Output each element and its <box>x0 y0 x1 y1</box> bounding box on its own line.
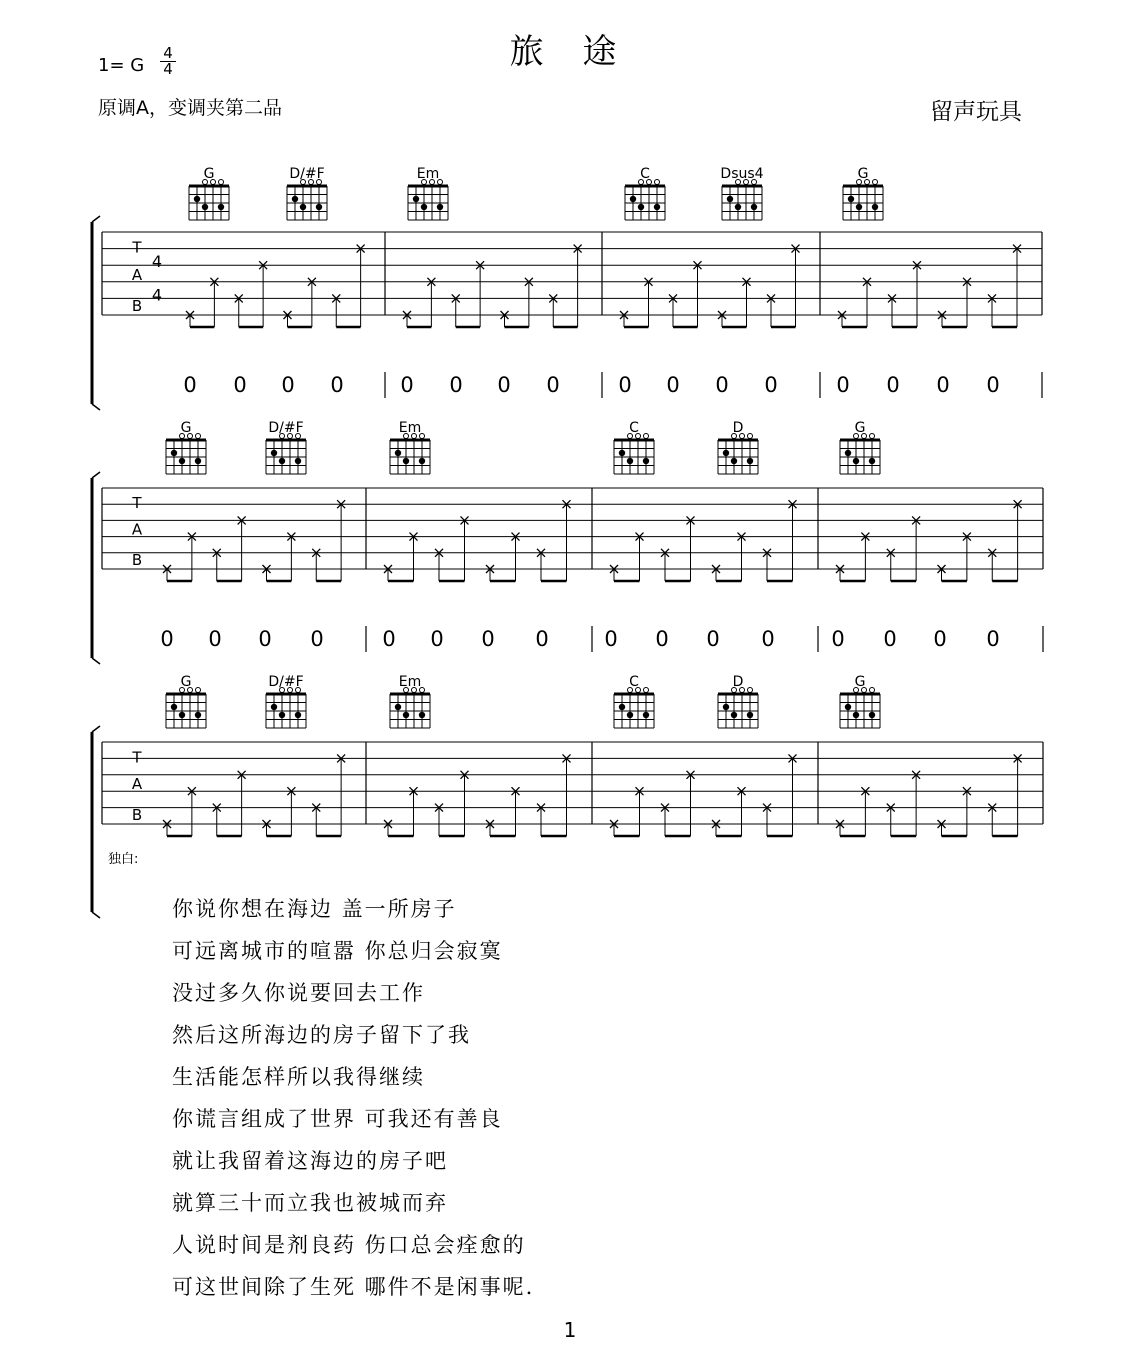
chord-name: G <box>180 674 192 690</box>
finger-dot <box>735 204 741 210</box>
numbered-note: 0 <box>497 373 511 397</box>
numbered-note: 0 <box>761 627 775 651</box>
lyric-line: 人说时间是剂良药 伤口总会痊愈的 <box>172 1233 526 1257</box>
numbered-note: 0 <box>208 627 222 651</box>
chord-name: D/#F <box>289 166 325 182</box>
finger-dot <box>747 712 753 718</box>
chord-name: C <box>629 674 639 690</box>
finger-dot <box>195 458 201 464</box>
system-bracket <box>92 658 100 664</box>
chord-name: Em <box>398 674 422 690</box>
numbered-note: 0 <box>933 627 947 651</box>
numbered-note: 0 <box>535 627 549 651</box>
finger-dot <box>279 712 285 718</box>
finger-dot <box>194 196 200 202</box>
tab-time-signature: 4 <box>151 252 163 272</box>
numbered-note: 0 <box>400 373 414 397</box>
open-string-marker <box>219 180 224 185</box>
numbered-note: 0 <box>258 627 272 651</box>
finger-dot <box>395 704 401 710</box>
numbered-note: 0 <box>546 373 560 397</box>
system-bracket <box>92 472 100 478</box>
finger-dot <box>619 704 625 710</box>
open-string-marker <box>644 434 649 439</box>
open-string-marker <box>420 688 425 693</box>
finger-dot <box>856 204 862 210</box>
open-string-marker <box>196 434 201 439</box>
finger-dot <box>295 458 301 464</box>
numbered-note: 0 <box>986 373 1000 397</box>
chord-name: Dsus4 <box>720 166 764 182</box>
numbered-note: 0 <box>883 627 897 651</box>
finger-dot <box>869 458 875 464</box>
system-bracket <box>92 912 100 918</box>
tab-letter: T <box>132 748 142 767</box>
chord-name: G <box>854 674 866 690</box>
chord-name: G <box>180 420 192 436</box>
open-string-marker <box>870 688 875 693</box>
finger-dot <box>643 458 649 464</box>
finger-dot <box>195 712 201 718</box>
numbered-note: 0 <box>382 627 396 651</box>
finger-dot <box>419 712 425 718</box>
finger-dot <box>654 204 660 210</box>
finger-dot <box>723 704 729 710</box>
finger-dot <box>295 712 301 718</box>
finger-dot <box>279 458 285 464</box>
time-signature-bottom: 4 <box>163 60 173 78</box>
chord-name: Em <box>398 420 422 436</box>
open-string-marker <box>748 688 753 693</box>
numbered-note: 0 <box>936 373 950 397</box>
artist-name: 留声玩具 <box>930 99 1022 125</box>
numbered-note: 0 <box>330 373 344 397</box>
chord-name: G <box>857 166 869 182</box>
chord-name: D/#F <box>268 674 304 690</box>
finger-dot <box>403 458 409 464</box>
finger-dot <box>171 704 177 710</box>
open-string-marker <box>196 688 201 693</box>
lyric-line: 没过多久你说要回去工作 <box>172 981 425 1005</box>
tab-letter: A <box>131 775 143 794</box>
finger-dot <box>853 712 859 718</box>
tab-letter: T <box>132 238 142 257</box>
finger-dot <box>419 458 425 464</box>
lyric-line: 就让我留着这海边的房子吧 <box>172 1149 448 1173</box>
chord-name: D <box>732 674 744 690</box>
tab-letter: B <box>131 551 143 569</box>
numbered-note: 0 <box>618 373 632 397</box>
finger-dot <box>731 712 737 718</box>
finger-dot <box>300 204 306 210</box>
page-title: 旅 途 <box>509 32 631 72</box>
chord-name: C <box>640 166 650 182</box>
finger-dot <box>845 704 851 710</box>
finger-dot <box>179 458 185 464</box>
tab-letter: T <box>132 494 142 513</box>
numbered-note: 0 <box>666 373 680 397</box>
finger-dot <box>723 450 729 456</box>
numbered-note: 0 <box>449 373 463 397</box>
lyric-line: 然后这所海边的房子留下了我 <box>172 1023 471 1047</box>
numbered-note: 0 <box>836 373 850 397</box>
finger-dot <box>643 712 649 718</box>
finger-dot <box>171 450 177 456</box>
numbered-note: 0 <box>604 627 618 651</box>
finger-dot <box>747 458 753 464</box>
tab-letter: B <box>131 297 143 315</box>
finger-dot <box>630 196 636 202</box>
tab-letter: B <box>131 806 143 824</box>
finger-dot <box>437 204 443 210</box>
numbered-note: 0 <box>764 373 778 397</box>
finger-dot <box>638 204 644 210</box>
lyrics-block <box>172 892 534 1312</box>
system-bracket <box>92 216 100 222</box>
capo-note: 原调A，变调夹第二品 <box>98 97 282 119</box>
chord-name: D/#F <box>268 420 304 436</box>
finger-dot <box>316 204 322 210</box>
lyric-line: 可这世间除了生死 哪件不是闲事呢. <box>172 1275 535 1299</box>
finger-dot <box>413 196 419 202</box>
numbered-note: 0 <box>233 373 247 397</box>
open-string-marker <box>438 180 443 185</box>
tab-letter: A <box>131 265 143 284</box>
lyric-line: 就算三十而立我也被城而弃 <box>172 1191 448 1215</box>
finger-dot <box>853 458 859 464</box>
lyric-line: 生活能怎样所以我得继续 <box>172 1065 425 1089</box>
open-string-marker <box>655 180 660 185</box>
lyric-line: 你谎言组成了世界 可我还有善良 <box>172 1107 503 1131</box>
open-string-marker <box>873 180 878 185</box>
tab-time-signature: 4 <box>151 285 163 305</box>
tab-letter: A <box>131 520 143 539</box>
finger-dot <box>271 704 277 710</box>
open-string-marker <box>644 688 649 693</box>
numbered-note: 0 <box>886 373 900 397</box>
lyric-line: 你说你想在海边 盖一所房子 <box>172 897 457 921</box>
finger-dot <box>292 196 298 202</box>
chord-name: Em <box>416 166 440 182</box>
key-signature: 1= G <box>98 55 145 76</box>
finger-dot <box>872 204 878 210</box>
finger-dot <box>751 204 757 210</box>
numbered-note: 0 <box>183 373 197 397</box>
finger-dot <box>731 458 737 464</box>
numbered-note: 0 <box>160 627 174 651</box>
open-string-marker <box>870 434 875 439</box>
finger-dot <box>619 450 625 456</box>
chord-name: G <box>203 166 215 182</box>
finger-dot <box>627 712 633 718</box>
numbered-note: 0 <box>481 627 495 651</box>
finger-dot <box>421 204 427 210</box>
finger-dot <box>218 204 224 210</box>
finger-dot <box>403 712 409 718</box>
finger-dot <box>271 450 277 456</box>
numbered-note: 0 <box>310 627 324 651</box>
numbered-note: 0 <box>831 627 845 651</box>
open-string-marker <box>748 434 753 439</box>
numbered-note: 0 <box>715 373 729 397</box>
numbered-note: 0 <box>706 627 720 651</box>
solo-label: 独白: <box>108 852 139 867</box>
chord-name: D <box>732 420 744 436</box>
finger-dot <box>727 196 733 202</box>
finger-dot <box>845 450 851 456</box>
finger-dot <box>869 712 875 718</box>
time-signature-top: 4 <box>160 46 176 62</box>
chord-name: G <box>854 420 866 436</box>
finger-dot <box>848 196 854 202</box>
finger-dot <box>395 450 401 456</box>
open-string-marker <box>420 434 425 439</box>
page-number: 1 <box>563 1318 577 1342</box>
chord-name: C <box>629 420 639 436</box>
finger-dot <box>202 204 208 210</box>
numbered-note: 0 <box>655 627 669 651</box>
system-bracket <box>92 726 100 732</box>
finger-dot <box>179 712 185 718</box>
finger-dot <box>627 458 633 464</box>
lyric-line: 可远离城市的喧嚣 你总归会寂寞 <box>172 939 503 963</box>
numbered-note: 0 <box>986 627 1000 651</box>
numbered-note: 0 <box>430 627 444 651</box>
numbered-note: 0 <box>281 373 295 397</box>
system-bracket <box>92 404 100 410</box>
